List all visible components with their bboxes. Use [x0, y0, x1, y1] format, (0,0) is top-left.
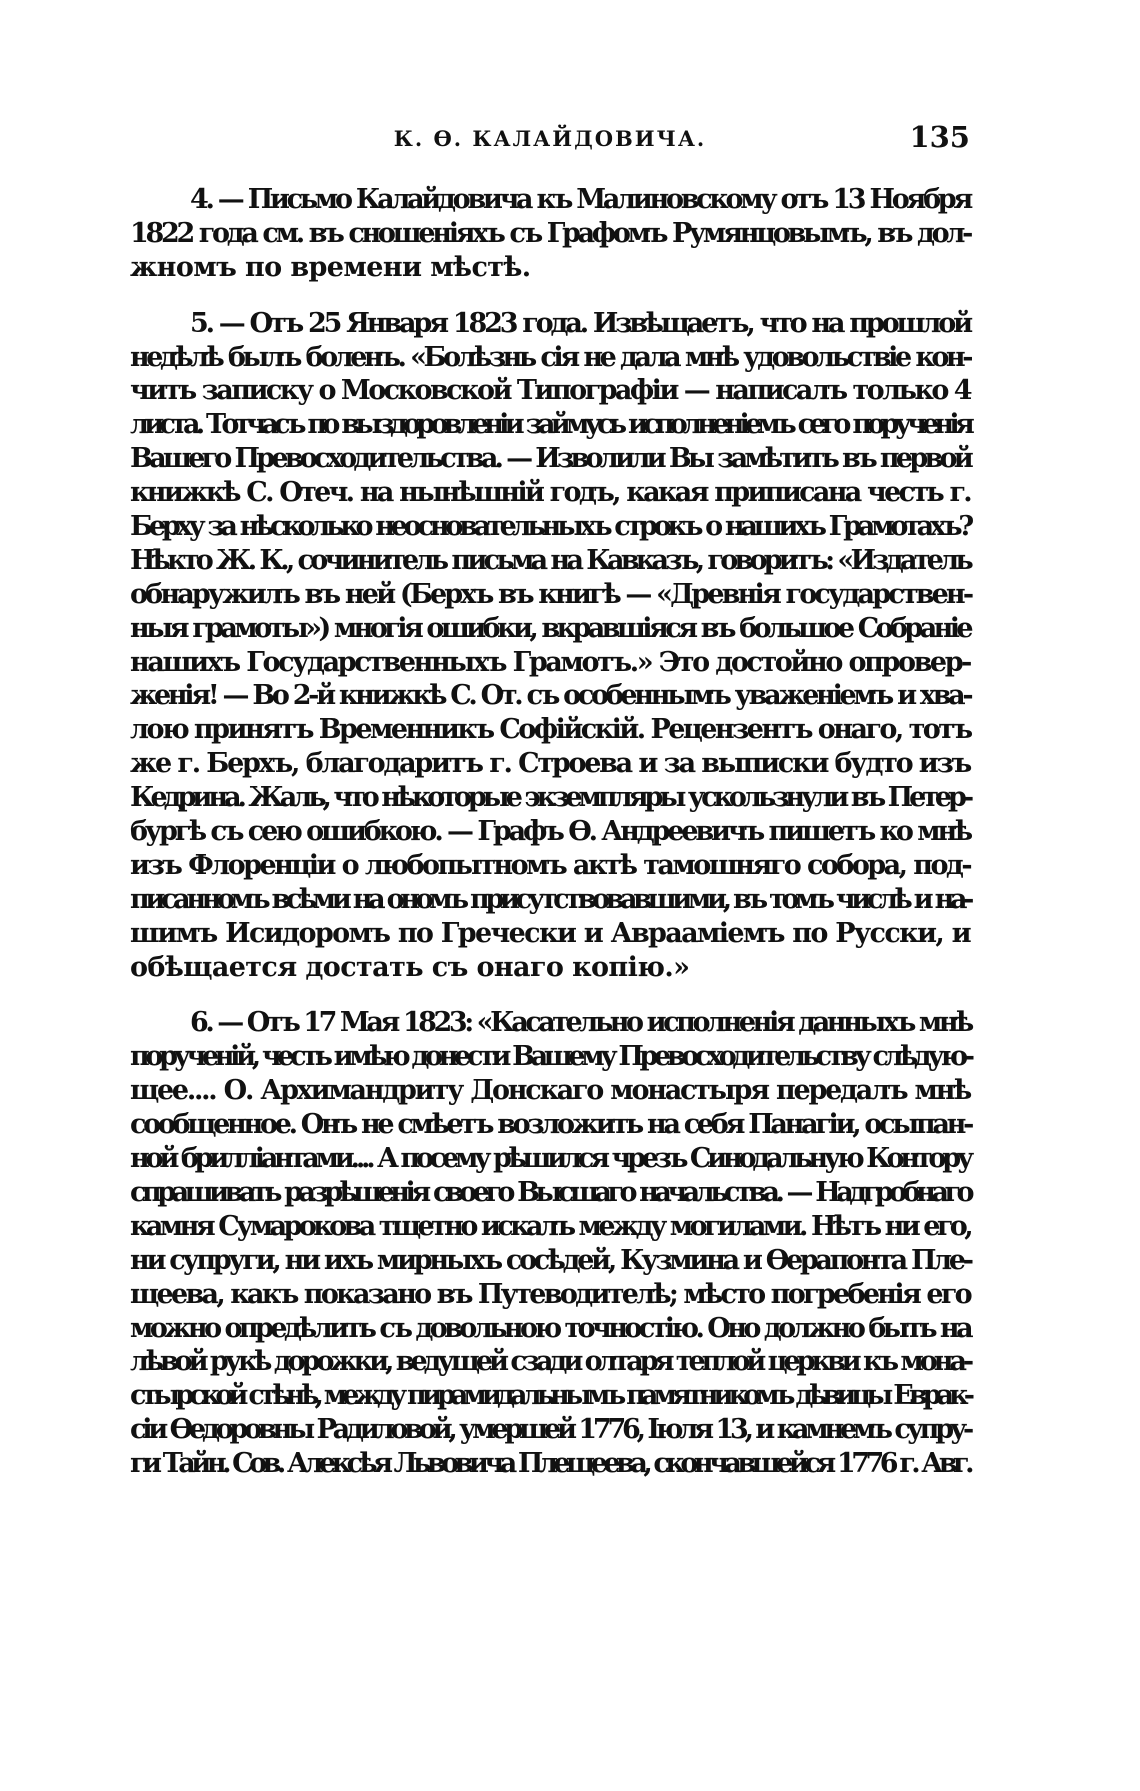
text-line: ги Тайн. Сов. Алексѣя Львовича Плещеева, скончавшейся 1776 г. Авг. [130, 1448, 970, 1480]
text-line: сіи Ѳедоровны Радиловой, умершей 1776, Іюля 13, и камнемъ супру- [130, 1414, 970, 1446]
text-line: Берху за нѣсколько неосновательныхъ строкъ о нашихъ Грамотахъ? [130, 511, 970, 543]
text-line: листа. Тотчасъ по выздоровленіи займусь исполненіемъ сего порученія [130, 409, 970, 441]
page-number: 135 [909, 120, 970, 154]
text-line: можно опредѣлить съ довольною точностію. Оно должно быть на [130, 1312, 970, 1344]
text-line: книжкѣ С. Отеч. на нынѣшній годъ, какая приписана честь г. [130, 477, 970, 509]
text-line: щее.... О. Архимандриту Донскаго монастыря передалъ мнѣ [130, 1075, 970, 1107]
text-line: щеева, какъ показано въ Путеводителѣ; мѣсто погребенія его [130, 1278, 970, 1310]
text-line: Кедрина. Жаль, что нѣкоторые экземпляры ускользнули въ Петер- [130, 782, 970, 814]
text-line: изъ Флоренціи о любопытномъ актѣ тамошняго собора, под- [130, 849, 970, 881]
text-line: жномъ по времени мѣстѣ. [130, 251, 531, 283]
text-line: писанномъ всѣми на ономъ присутствовавшими, въ томъ числѣ и на- [130, 883, 970, 915]
paragraph-6 [130, 1006, 970, 1480]
text-line: чить записку о Московской Типографіи — написалъ только 4 [130, 375, 970, 407]
text-line: ныя грамоты») многія ошибки, вкравшіяся въ большое Собраніе [130, 612, 970, 644]
text-line: недѣлѣ былъ боленъ. «Болѣзнь сія не дала мнѣ удовольствіе кон- [130, 341, 970, 373]
text-line: бургѣ съ сею ошибкою. — Графъ Ѳ. Андреевичъ пишетъ ко мнѣ [130, 816, 970, 848]
running-title: К. Ѳ. КАЛАЙДОВИЧА. [393, 126, 707, 151]
text-line: 5. — Отъ 25 Января 1823 года. Извѣщаетъ, что на прошлой [190, 307, 970, 339]
paragraph-4 [130, 183, 970, 285]
running-head [130, 120, 970, 160]
text-line: стырской стѣнѣ, между пирамидальнымъ памятникомъ дѣвицы Еврак- [130, 1380, 970, 1412]
paragraph-5 [130, 307, 970, 985]
text-line: Вашего Превосходительства. — Изволили Вы замѣтить въ первой [130, 443, 970, 475]
text-line: обѣщается достать съ онаго копію.» [130, 951, 690, 983]
text-line: лѣвой рукѣ дорожки, ведущей сзади олтаря теплой церкви къ мона- [130, 1346, 971, 1378]
text-line: шимъ Исидоромъ по Гречески и Аврааміемъ по Русски, и [130, 917, 970, 949]
text-line: ной бриллiантами.... А посему рѣшился чрезъ Синодальную Контору [130, 1143, 970, 1175]
text-line: нашихъ Государственныхъ Грамотъ.» Это достойно опровер- [130, 646, 970, 678]
text-line: Нѣкто Ж. К., сочинитель письма на Кавказъ, говоритъ: «Издатель [130, 544, 970, 576]
body-text [130, 183, 970, 1481]
text-line: обнаружилъ въ ней (Берхъ въ книгѣ — «Древнія государствен- [130, 578, 972, 610]
text-line: порученій, честь имѣю донести Вашему Превосходительству слѣдую- [130, 1041, 971, 1073]
text-line: спрашивать разрѣшенія своего Высшаго начальства. — Надгробнаго [130, 1176, 970, 1208]
text-line: камня Сумарокова тщетно искалъ между могилами. Нѣтъ ни его, [130, 1210, 970, 1242]
text-line: же г. Берхъ, благодаритъ г. Строева и за выписки будто изъ [130, 748, 970, 780]
text-line: сообщенное. Онъ не смѣетъ возложить на себя Панагіи, осыпан- [130, 1109, 972, 1141]
text-line: лою принятъ Временникъ Софійскій. Рецензентъ онаго, тотъ [130, 714, 971, 746]
text-line: женія! — Во 2-й книжкѣ С. От. съ особеннымъ уваженіемъ и хва- [130, 680, 971, 712]
text-line: 1822 года см. въ сношеніяхъ съ Графомъ Румянцовымъ, въ дол- [130, 217, 970, 249]
text-line: ни супруги, ни ихъ мирныхъ сосѣдей, Кузмина и Ѳерапонта Пле- [130, 1244, 971, 1276]
text-line: 6. — Отъ 17 Мая 1823: «Касательно исполненія данныхъ мнѣ [190, 1007, 971, 1039]
text-line: 4. — Письмо Калайдовича къ Малиновскому отъ 13 Ноября [190, 184, 970, 215]
